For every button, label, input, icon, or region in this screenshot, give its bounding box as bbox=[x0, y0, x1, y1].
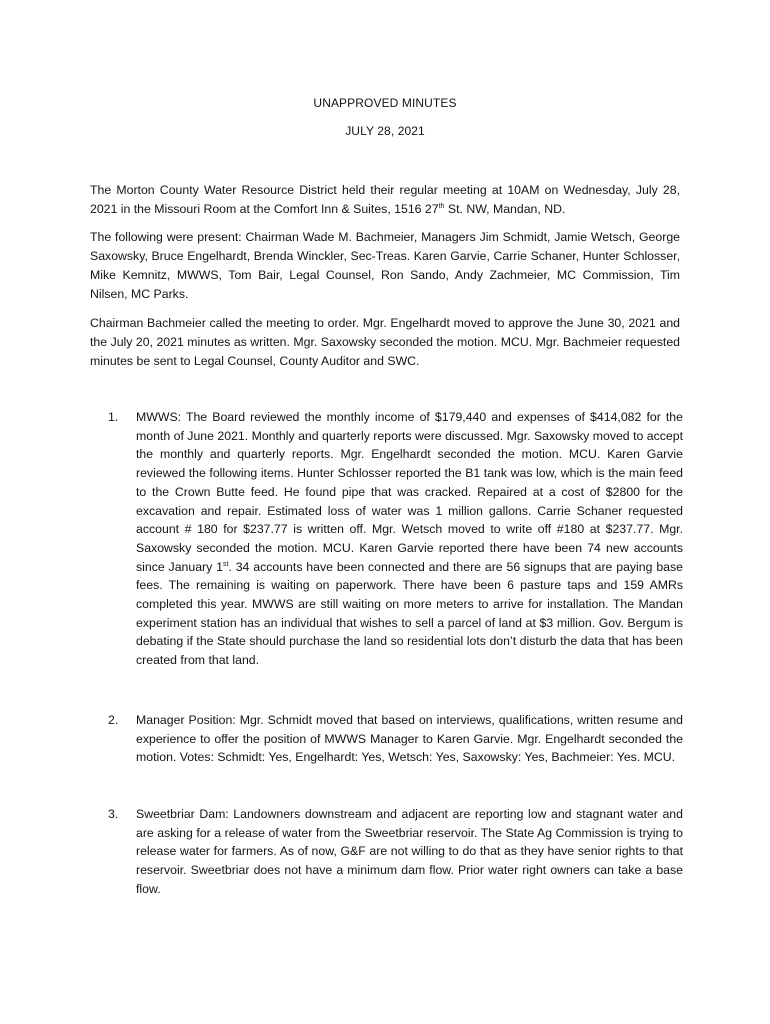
mwws-text-b: . 34 accounts have been connected and there are 56 signups that are paying base fees. The remaining is waiting on paperwork. There have been 6 pasture taps and 159 AMRs completed this year. MWWS are still waiting on more meters to arrive for installation. The Mandan experiment station has an individual that wishes to sell a parcel of land at $3 million. Gov. Bergum is debating if the State should purchase the land so residential lots don’t disturb the data that has been created from that land. bbox=[136, 559, 683, 668]
list-item-number: 3. bbox=[108, 807, 119, 821]
attendees-paragraph: The following were present: Chairman Wade M. Bachmeier, Managers Jim Schmidt, Jamie Wetsch, George Saxowsky, Bruce Engelhardt, Brenda Winckler, Sec-Treas. Karen Garvie, Carrie Schaner, Hunter Schlosser, Mike Kemnitz, MWWS, Tom Bair, Legal Counsel, Ron Sando, Andy Zachmeier, MC Commission, Tim Nilsen, MC Parks. bbox=[90, 230, 680, 301]
list-item-text: Sweetbriar Dam: Landowners downstream and adjacent are reporting low and stagnant water and are asking for a release of water from the Sweetbriar reservoir. The State Ag Commission is trying to release water for farmers. As of now, G&F are not willing to do that as they have senior rights to that reservoir. Sweetbriar does not have a minimum dam flow. Prior water right owners can take a base flow. bbox=[136, 807, 683, 896]
intro-text-a: The Morton County Water Resource District held their regular meeting at 10AM on Wednesday, July 28, 2021 in the Missouri Room at the Comfort Inn & Suites, 1516 27 bbox=[90, 183, 680, 216]
list-item-number: 2. bbox=[108, 713, 119, 727]
meeting-date: JULY 28, 2021 bbox=[345, 124, 425, 138]
document-title: UNAPPROVED MINUTES bbox=[313, 96, 457, 110]
intro-text-b: St. NW, Mandan, ND. bbox=[444, 202, 566, 216]
intro-paragraph bbox=[90, 181, 680, 219]
list-item-text: Manager Position: Mgr. Schmidt moved that based on interviews, qualifications, written resume and experience to offer the position of MWWS Manager to Karen Garvie. Mgr. Engelhardt seconded the motion. Votes: Schmidt: Yes, Engelhardt: Yes, Wetsch: Yes, Saxowsky: Yes, Bachmeier: Yes. MCU. bbox=[136, 713, 683, 765]
intro-superscript: th bbox=[438, 202, 445, 210]
mwws-superscript: st bbox=[223, 560, 229, 568]
mwws-text-a: MWWS: The Board reviewed the monthly income of $179,440 and expenses of $414,082 for the month of June 2021. Monthly and quarterly reports were discussed. Mgr. Saxowsky moved to accept the monthly and quarterly reports. Mgr. Engelhardt seconded the motion. MCU. Karen Garvie reviewed the following items. Hunter Schlosser reported the B1 tank was low, which is the main feed to the Crown Butte feed. He found pipe that was cracked. Repaired at a cost of $2800 for the excavation and repair. Estimated loss of water was 1 million gallons. Carrie Schaner requested account # 180 for $237.77 is written off. Mgr. Wetsch moved to write off #180 at $237.77. Mgr. Saxowsky seconded the motion. MCU. Karen Garvie reported there have been 74 new accounts since January 1 bbox=[136, 410, 683, 574]
list-item-text bbox=[136, 408, 683, 670]
list-item-number: 1. bbox=[108, 410, 119, 424]
call-to-order-paragraph: Chairman Bachmeier called the meeting to order. Mgr. Engelhardt moved to approve the June 30, 2021 and the July 20, 2021 minutes as written. Mgr. Saxowsky seconded the motion. MCU. Mgr. Bachmeier requested minutes be sent to Legal Counsel, County Auditor and SWC. bbox=[90, 316, 680, 368]
